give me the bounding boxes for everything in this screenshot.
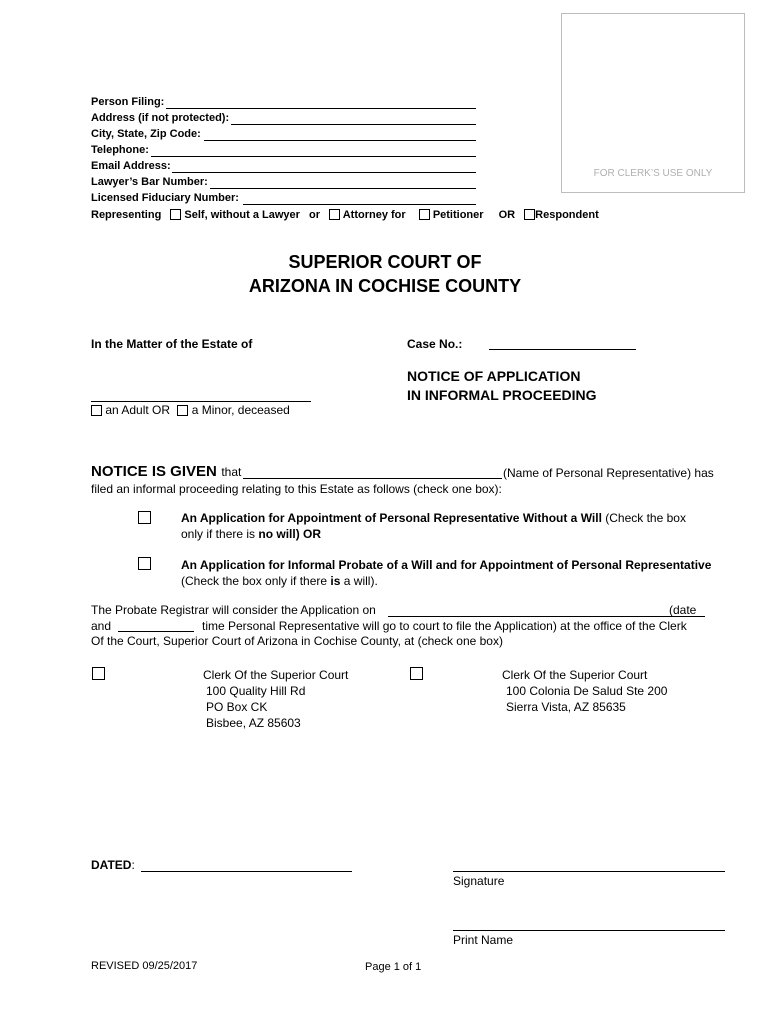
print-name-field[interactable]: [453, 930, 725, 931]
dated-row: [91, 858, 135, 872]
deceased-type-row: [91, 403, 290, 417]
option-will-line2: [181, 574, 378, 588]
sierra-vista-addr2: Sierra Vista, AZ 85635: [506, 700, 626, 714]
page-number: Page 1 of 1: [365, 961, 422, 973]
registrar-date-label: (date: [669, 603, 697, 617]
self-label: Self, without a Lawyer: [184, 209, 300, 221]
option-no-will-or: ) OR: [295, 527, 322, 541]
estate-matter-label: In the Matter of the Estate of: [91, 337, 253, 351]
option-no-will-text: only if there is: [181, 527, 259, 541]
or-text: or: [309, 209, 321, 221]
document-title-line1: NOTICE OF APPLICATION: [407, 368, 581, 384]
respondent-checkbox[interactable]: [524, 209, 535, 220]
bisbee-addr3: Bisbee, AZ 85603: [206, 716, 301, 730]
estate-name-field[interactable]: [91, 401, 311, 402]
fiduciary-number-label: Licensed Fiduciary Number:: [91, 192, 239, 204]
city-state-zip-field[interactable]: [204, 140, 476, 141]
option-no-will-title: An Application for Appointment of Personal Representative Without a Will: [181, 511, 602, 525]
filed-text: filed an informal proceeding relating to this Estate as follows (check one box):: [91, 482, 502, 496]
sierra-vista-address: [502, 667, 667, 715]
representing-row: [91, 209, 599, 221]
notice-line: [91, 463, 241, 481]
petitioner-checkbox[interactable]: [419, 209, 430, 220]
personal-representative-field[interactable]: [243, 478, 502, 479]
clerk-use-box: [561, 13, 745, 193]
email-label: Email Address:: [91, 160, 171, 172]
telephone-label: Telephone:: [91, 144, 149, 156]
bisbee-clerk-name: Clerk Of the Superior Court: [203, 668, 349, 682]
bisbee-address: [203, 667, 348, 731]
registrar-line2: time Personal Representative will go to court to file the Application) at the office of the Clerk: [202, 619, 687, 633]
respondent-label: Respondent: [535, 209, 599, 221]
sierra-vista-checkbox[interactable]: [410, 667, 423, 680]
option-no-will-paren: (Check the box: [601, 511, 686, 525]
option-no-will-emphasis: no will: [258, 527, 296, 541]
registrar-line1: The Probate Registrar will consider the Application on: [91, 603, 376, 617]
bar-number-field[interactable]: [210, 188, 476, 189]
dated-colon: :: [131, 858, 135, 872]
bar-number-label: Lawyer’s Bar Number:: [91, 176, 208, 188]
option-will-text: (Check the box only if there: [181, 574, 331, 588]
option-will-emphasis: is: [330, 574, 341, 588]
telephone-field[interactable]: [151, 156, 476, 157]
adult-checkbox[interactable]: [91, 405, 102, 416]
minor-label: a Minor, deceased: [191, 403, 290, 417]
bisbee-checkbox[interactable]: [92, 667, 105, 680]
email-field[interactable]: [172, 172, 476, 173]
court-title-line2: ARIZONA IN COCHISE COUNTY: [248, 276, 522, 296]
option-will-tail: a will).: [340, 574, 378, 588]
bisbee-addr1: 100 Quality Hill Rd: [206, 684, 306, 698]
city-state-zip-label: City, State, Zip Code:: [91, 128, 201, 140]
notice-that: that: [221, 465, 242, 479]
revised-date: REVISED 09/25/2017: [91, 960, 198, 972]
court-title-line1: SUPERIOR COURT OF: [288, 252, 482, 272]
option-will-title: An Application for Informal Probate of a Will and for Appointment of Personal Representative: [181, 558, 712, 572]
or-text-2: OR: [498, 209, 516, 221]
option-no-will-checkbox[interactable]: [138, 511, 151, 524]
person-filing-field[interactable]: [166, 108, 476, 109]
attorney-label: Attorney for: [342, 209, 406, 221]
self-checkbox[interactable]: [170, 209, 181, 220]
address-field[interactable]: [231, 124, 476, 125]
address-label: Address (if not protected):: [91, 112, 230, 124]
print-name-label: Print Name: [453, 933, 514, 947]
minor-checkbox[interactable]: [177, 405, 188, 416]
adult-label: an Adult OR: [105, 403, 171, 417]
option-no-will-line1: [181, 511, 686, 525]
petitioner-label: Petitioner: [432, 209, 484, 221]
sierra-vista-addr1: 100 Colonia De Salud Ste 200: [506, 684, 668, 698]
option-no-will-line2: [181, 527, 321, 541]
case-no-label: Case No.:: [407, 337, 463, 351]
representing-label: Representing: [91, 209, 162, 221]
dated-label: DATED: [91, 858, 132, 872]
sierra-vista-clerk-name: Clerk Of the Superior Court: [502, 668, 648, 682]
registrar-and: and: [91, 619, 112, 633]
notice-is-given: NOTICE IS GIVEN: [91, 463, 217, 480]
signature-label: Signature: [453, 874, 505, 888]
application-time-field[interactable]: [118, 631, 194, 632]
signature-field[interactable]: [453, 871, 725, 872]
name-rep-text: (Name of Personal Representative) has: [503, 466, 714, 480]
attorney-checkbox[interactable]: [329, 209, 340, 220]
case-no-field[interactable]: [489, 349, 636, 350]
clerk-use-label: FOR CLERK’S USE ONLY: [593, 168, 713, 179]
registrar-line3: Of the Court, Superior Court of Arizona in Cochise County, at (check one box): [91, 634, 503, 648]
dated-field[interactable]: [141, 871, 352, 872]
application-date-field[interactable]: [388, 616, 705, 617]
person-filing-label: Person Filing:: [91, 96, 165, 108]
document-title-line2: IN INFORMAL PROCEEDING: [407, 387, 597, 403]
fiduciary-number-field[interactable]: [243, 204, 476, 205]
option-will-checkbox[interactable]: [138, 557, 151, 570]
bisbee-addr2: PO Box CK: [206, 700, 268, 714]
